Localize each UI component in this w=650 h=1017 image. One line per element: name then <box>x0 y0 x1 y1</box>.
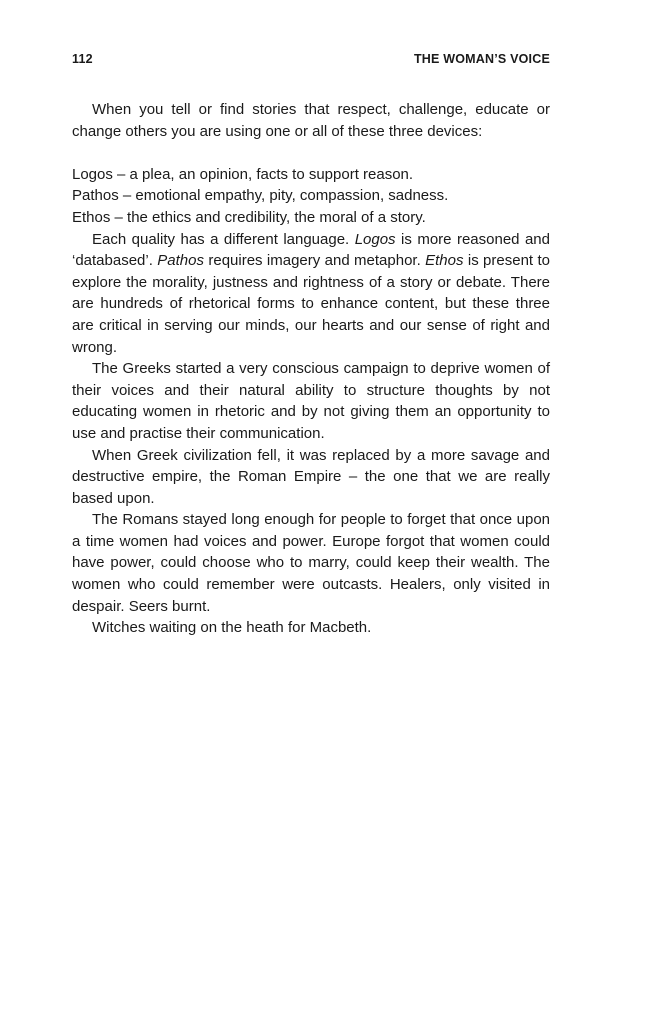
greek-fall-paragraph: When Greek civilization fell, it was replaced by a more savage and destructive empire, the Roman Empire – the one that we are really based upon. <box>72 446 550 507</box>
quality-text-1: Each quality has a different language. <box>92 230 355 248</box>
device-pathos: Pathos – emotional empathy, pity, compassion, sadness. <box>72 187 449 205</box>
ethos-term: Ethos <box>425 252 464 270</box>
greeks-paragraph: The Greeks started a very conscious campaign to deprive women of their voices and their natural ability to structure thoughts by not educating women in rhetoric and by not giving them an opportunity to use and practise their communication. <box>72 360 550 442</box>
pathos-term: Pathos <box>157 252 204 270</box>
quality-text-4: is present to explore the morality, justness and rightness of a story or debate. There are hundreds of rhetorical forms to enhance content, but these three are critical in serving our minds, our hearts and our sense of right and wrong. <box>72 252 550 356</box>
romans-paragraph: The Romans stayed long enough for people to forget that once upon a time women had voices and power. Europe forgot that women could have power, could choose who to marry, could keep their wealth. The women who could remember were outcasts. Healers, only visited in despair. Seers burnt. <box>72 511 550 615</box>
device-ethos: Ethos – the ethics and credibility, the moral of a story. <box>72 208 426 226</box>
quality-paragraph <box>72 229 550 359</box>
body-text <box>72 99 550 639</box>
running-title: THE WOMAN’S VOICE <box>413 52 550 66</box>
page-number: 112 <box>72 52 93 66</box>
quality-text-3: requires imagery and metaphor. <box>203 252 426 270</box>
witches-paragraph: Witches waiting on the heath for Macbeth. <box>92 619 372 637</box>
quality-text-2: is more reasoned and ‘databased’. <box>72 230 550 270</box>
logos-term: Logos <box>354 230 396 248</box>
intro-paragraph: When you tell or find stories that respect, challenge, educate or change others you are using one or all of these three devices: <box>72 101 550 140</box>
device-logos: Logos – a plea, an opinion, facts to support reason. <box>72 165 414 183</box>
devices-list <box>72 164 550 229</box>
running-header <box>72 52 550 70</box>
